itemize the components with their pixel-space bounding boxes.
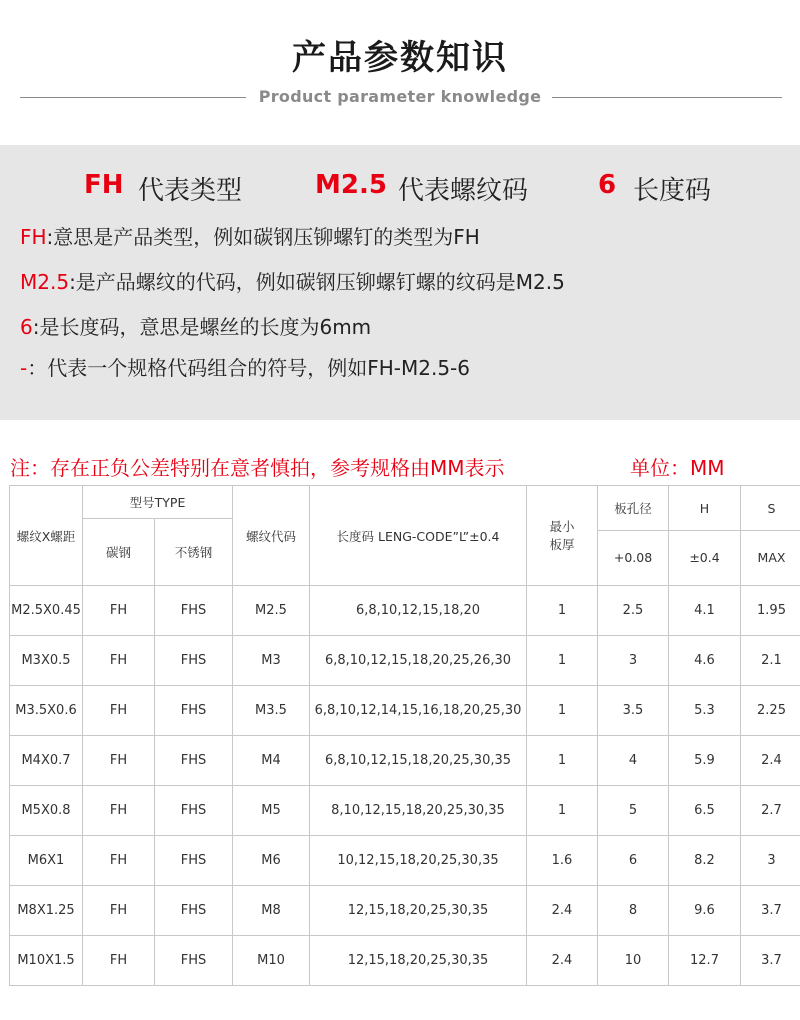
cell-h-value: 9.6 [669, 886, 741, 936]
cell-thread-code: M6 [233, 836, 310, 886]
legend-code-length: 6 [598, 170, 617, 200]
table-row [10, 686, 800, 736]
cell-length-codes: 6,8,10,12,15,18,20,25,26,30 [310, 636, 527, 686]
cell-length-codes: 8,10,12,15,18,20,25,30,35 [310, 786, 527, 836]
cell-stainless-type: FHS [155, 736, 233, 786]
cell-s-value: 2.7 [741, 786, 800, 836]
cell-hole-diameter: 3 [598, 636, 669, 686]
cell-s-value: 2.1 [741, 636, 800, 686]
header-hole: 板孔径 +0.08 [598, 486, 669, 586]
cell-carbon-type: FH [83, 686, 155, 736]
table-row [10, 886, 800, 936]
table-row [10, 586, 800, 636]
cell-carbon-type: FH [83, 636, 155, 686]
legend-desc-length: 长度码 [633, 176, 712, 206]
explanation-thread: M2.5:是产品螺纹的代码，例如碳钢压铆螺钉螺的纹码是M2.5 [20, 270, 565, 294]
page-subtitle: Product parameter knowledge [258, 87, 542, 106]
cell-h-value: 6.5 [669, 786, 741, 836]
cell-min-thickness: 1 [527, 586, 598, 636]
cell-thread-code: M3 [233, 636, 310, 686]
code-legend [0, 170, 800, 210]
cell-s-value: 3 [741, 836, 800, 886]
cell-min-thickness: 1 [527, 786, 598, 836]
header-min-thickness: 最小 板厚 [527, 486, 598, 586]
cell-thread-code: M5 [233, 786, 310, 836]
cell-thread-code: M2.5 [233, 586, 310, 636]
header-stainless: 不锈钢 [155, 519, 233, 586]
cell-thread: M2.5X0.45 [10, 586, 83, 636]
table-row [10, 936, 800, 986]
cell-min-thickness: 2.4 [527, 886, 598, 936]
cell-s-value: 2.4 [741, 736, 800, 786]
cell-min-thickness: 1 [527, 736, 598, 786]
cell-s-value: 3.7 [741, 936, 800, 986]
unit-label: 单位：MM [630, 456, 725, 480]
cell-length-codes: 6,8,10,12,15,18,20 [310, 586, 527, 636]
cell-min-thickness: 1 [527, 636, 598, 686]
table-row [10, 636, 800, 686]
cell-thread: M6X1 [10, 836, 83, 886]
explanation-separator: -：代表一个规格代码组合的符号，例如FH-M2.5-6 [20, 356, 470, 380]
cell-stainless-type: FHS [155, 786, 233, 836]
title-divider-left [20, 97, 246, 98]
cell-stainless-type: FHS [155, 636, 233, 686]
header-thread: 螺纹X螺距 [10, 486, 83, 586]
cell-h-value: 12.7 [669, 936, 741, 986]
cell-carbon-type: FH [83, 736, 155, 786]
spec-table [9, 485, 800, 986]
cell-hole-diameter: 3.5 [598, 686, 669, 736]
cell-hole-diameter: 8 [598, 886, 669, 936]
cell-h-value: 4.1 [669, 586, 741, 636]
cell-thread-code: M10 [233, 936, 310, 986]
tolerance-note: 注：存在正负公差特别在意者慎拍，参考规格由MM表示 单位：MM [10, 452, 505, 481]
cell-thread: M5X0.8 [10, 786, 83, 836]
cell-carbon-type: FH [83, 936, 155, 986]
header-length-code: 长度码 LENG-CODE”L”±0.4 [310, 486, 527, 586]
cell-thread: M8X1.25 [10, 886, 83, 936]
header-s: S MAX [741, 486, 800, 586]
cell-length-codes: 10,12,15,18,20,25,30,35 [310, 836, 527, 886]
explanation-type: FH:意思是产品类型，例如碳钢压铆螺钉的类型为FH [20, 225, 480, 249]
spec-table-body [10, 586, 800, 986]
cell-stainless-type: FHS [155, 586, 233, 636]
legend-code-thread: M2.5 [315, 170, 387, 200]
legend-code-type: FH [84, 170, 124, 200]
cell-length-codes: 6,8,10,12,15,18,20,25,30,35 [310, 736, 527, 786]
cell-hole-diameter: 5 [598, 786, 669, 836]
cell-s-value: 3.7 [741, 886, 800, 936]
cell-min-thickness: 1.6 [527, 836, 598, 886]
cell-thread-code: M3.5 [233, 686, 310, 736]
cell-stainless-type: FHS [155, 936, 233, 986]
cell-carbon-type: FH [83, 836, 155, 886]
cell-thread: M3X0.5 [10, 636, 83, 686]
legend-desc-type: 代表类型 [138, 176, 243, 206]
cell-thread-code: M8 [233, 886, 310, 936]
title-divider-right [552, 97, 782, 98]
table-row [10, 786, 800, 836]
header-h: H ±0.4 [669, 486, 741, 586]
cell-length-codes: 12,15,18,20,25,30,35 [310, 936, 527, 986]
cell-h-value: 8.2 [669, 836, 741, 886]
header-thread-code: 螺纹代码 [233, 486, 310, 586]
cell-length-codes: 6,8,10,12,14,15,16,18,20,25,30 [310, 686, 527, 736]
cell-h-value: 4.6 [669, 636, 741, 686]
table-row [10, 736, 800, 786]
cell-hole-diameter: 6 [598, 836, 669, 886]
cell-length-codes: 12,15,18,20,25,30,35 [310, 886, 527, 936]
cell-h-value: 5.9 [669, 736, 741, 786]
header-carbon-steel: 碳钢 [83, 519, 155, 586]
cell-thread: M3.5X0.6 [10, 686, 83, 736]
legend-desc-thread: 代表螺纹码 [398, 176, 529, 206]
cell-carbon-type: FH [83, 586, 155, 636]
cell-thread: M4X0.7 [10, 736, 83, 786]
cell-thread: M10X1.5 [10, 936, 83, 986]
cell-s-value: 2.25 [741, 686, 800, 736]
explanation-panel [0, 145, 800, 420]
cell-hole-diameter: 10 [598, 936, 669, 986]
page-title: 产品参数知识 [292, 38, 508, 78]
cell-s-value: 1.95 [741, 586, 800, 636]
cell-carbon-type: FH [83, 886, 155, 936]
cell-stainless-type: FHS [155, 686, 233, 736]
cell-carbon-type: FH [83, 786, 155, 836]
table-row [10, 836, 800, 886]
explanation-length: 6:是长度码，意思是螺丝的长度为6mm [20, 315, 372, 339]
cell-h-value: 5.3 [669, 686, 741, 736]
header-type: 型号TYPE [83, 486, 233, 519]
cell-thread-code: M4 [233, 736, 310, 786]
cell-min-thickness: 1 [527, 686, 598, 736]
cell-stainless-type: FHS [155, 886, 233, 936]
cell-hole-diameter: 4 [598, 736, 669, 786]
cell-stainless-type: FHS [155, 836, 233, 886]
cell-min-thickness: 2.4 [527, 936, 598, 986]
cell-hole-diameter: 2.5 [598, 586, 669, 636]
